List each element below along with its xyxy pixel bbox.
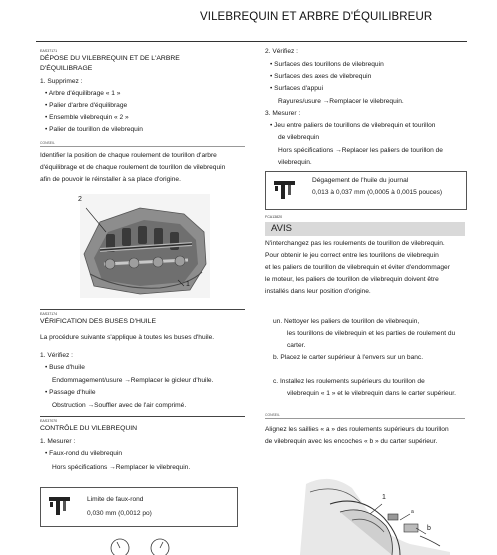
sub-step: les tourillons de vilebrequin et les parties de roulement du (287, 330, 456, 337)
spec-value: 0,030 mm (0,0012 po) (87, 510, 152, 517)
figure-callout: 1 (186, 281, 190, 288)
sub-step: un. Nettoyer les paliers de tourillon de vilebrequin, (273, 318, 420, 325)
intro-text: La procédure suivante s'applique à toutes les buses d'huile. (40, 334, 215, 341)
section-title: DÉPOSE DU VILEBREQUIN ET DE L'ARBRE (40, 55, 180, 62)
avis-text: et les paliers de tourillon de vilebrequin et éviter d'endommager (265, 264, 450, 271)
avis-text: le moteur, les paliers de tourillon de vilebrequin doivent être (265, 276, 439, 283)
list-item: • Buse d'huile (45, 364, 85, 371)
note-code: CONSEIL (265, 413, 280, 417)
list-item: • Palier d'arbre d'équilibrage (45, 102, 128, 109)
result-text: Rayures/usure →Remplacer le vilebrequin. (278, 98, 404, 105)
list-item: • Palier de tourillon de vilebrequin (45, 126, 143, 133)
step-label: 1. Supprimez : (40, 78, 83, 85)
list-item: • Passage d'huile (45, 389, 96, 396)
crankshaft-removal-figure (80, 194, 210, 298)
step-label: 1. Mesurer : (40, 438, 76, 445)
spec-box (40, 487, 238, 527)
sub-step: vilebrequin « 1 » et le vilebrequin dans le carter supérieur. (287, 390, 456, 397)
note-text: Alignez les saillies « a » des roulements supérieurs du tourillon (265, 426, 449, 433)
note-text: de vilebrequin avec les encoches « b » du carter supérieur. (265, 438, 438, 445)
result-text: vilebrequin. (278, 159, 312, 166)
section-code: EAS37171 (40, 49, 58, 53)
section-title: CONTRÔLE DU VILEBREQUIN (40, 425, 138, 432)
figure-callout: b (427, 525, 431, 532)
result-text: Endommagement/usure →Remplacer le gicleur d'huile. (52, 377, 214, 384)
sub-step: carter. (287, 342, 306, 349)
spec-label: Dégagement de l'huile du journal (312, 177, 409, 184)
note-text: afin de pouvoir le réinstaller à sa place d'origine. (40, 176, 181, 183)
avis-header (265, 222, 465, 236)
step-label: 3. Mesurer : (265, 110, 301, 117)
list-item: • Surfaces d'appui (270, 85, 324, 92)
note-text: Identifier la position de chaque roulement de tourillon d'arbre (40, 152, 217, 159)
note-text: d'équilibrage et de chaque roulement de tourillon de vilebrequin (40, 164, 226, 171)
list-item: de vilebrequin (278, 134, 320, 141)
result-text: Hors spécifications →Remplacer le vilebrequin. (52, 464, 191, 471)
section-code: EAS37174 (40, 312, 58, 316)
list-item: • Ensemble vilebrequin « 2 » (45, 114, 129, 121)
section-code: EAS37070 (40, 419, 58, 423)
section-rule (40, 416, 245, 417)
figure-callout: a (411, 509, 414, 515)
figure-callout: 1 (382, 494, 386, 501)
section-title: D'ÉQUILIBRAGE (40, 65, 93, 72)
caliper-icon (271, 177, 299, 203)
section-title: VÉRIFICATION DES BUSES D'HUILE (40, 318, 156, 325)
sub-step: b. Placez le carter supérieur à l'envers sur un banc. (273, 354, 424, 361)
header-rule (36, 41, 467, 42)
step-label: 2. Vérifiez : (265, 48, 298, 55)
result-text: Hors spécifications →Replacer les paliers de tourillon de (278, 147, 443, 154)
list-item: • Surfaces des axes de vilebrequin (270, 73, 372, 80)
dial-gauge-figure (104, 536, 184, 555)
avis-title: AVIS (271, 223, 292, 234)
step-label: 1. Vérifiez : (40, 352, 73, 359)
avis-text: Pour obtenir le jeu correct entre les tourillons de vilebrequin (265, 252, 439, 259)
list-item: • Faux-rond du vilebrequin (45, 450, 123, 457)
spec-box (265, 171, 467, 210)
caliper-icon (46, 493, 74, 519)
page-title: VILEBREQUIN ET ARBRE D'ÉQUILIBREUR (200, 11, 433, 23)
avis-text: N'interchangez pas les roulements de tourillon de vilebrequin. (265, 240, 445, 247)
result-text: Obstruction →Souffler avec de l'air comprimé. (52, 402, 187, 409)
section-rule (40, 309, 245, 310)
list-item: • Surfaces des tourillons de vilebrequin (270, 61, 384, 68)
note-rule (265, 418, 465, 419)
sub-step: c. Installez les roulements supérieurs du tourillon de (273, 378, 425, 385)
note-rule (40, 146, 245, 147)
spec-value: 0,013 à 0,037 mm (0,0005 à 0,0015 pouces) (312, 189, 443, 196)
list-item: • Jeu entre paliers de tourillons de vilebrequin et tourillon (270, 122, 436, 129)
list-item: • Arbre d'équilibrage « 1 » (45, 90, 121, 97)
figure-callout: 2 (78, 196, 82, 203)
bearing-install-figure (300, 464, 450, 555)
spec-label: Limite de faux-rond (87, 496, 144, 503)
note-code: CONSEIL (40, 141, 55, 145)
avis-code: FCA13820 (265, 215, 283, 219)
avis-text: installés dans leur position d'origine. (265, 288, 371, 295)
